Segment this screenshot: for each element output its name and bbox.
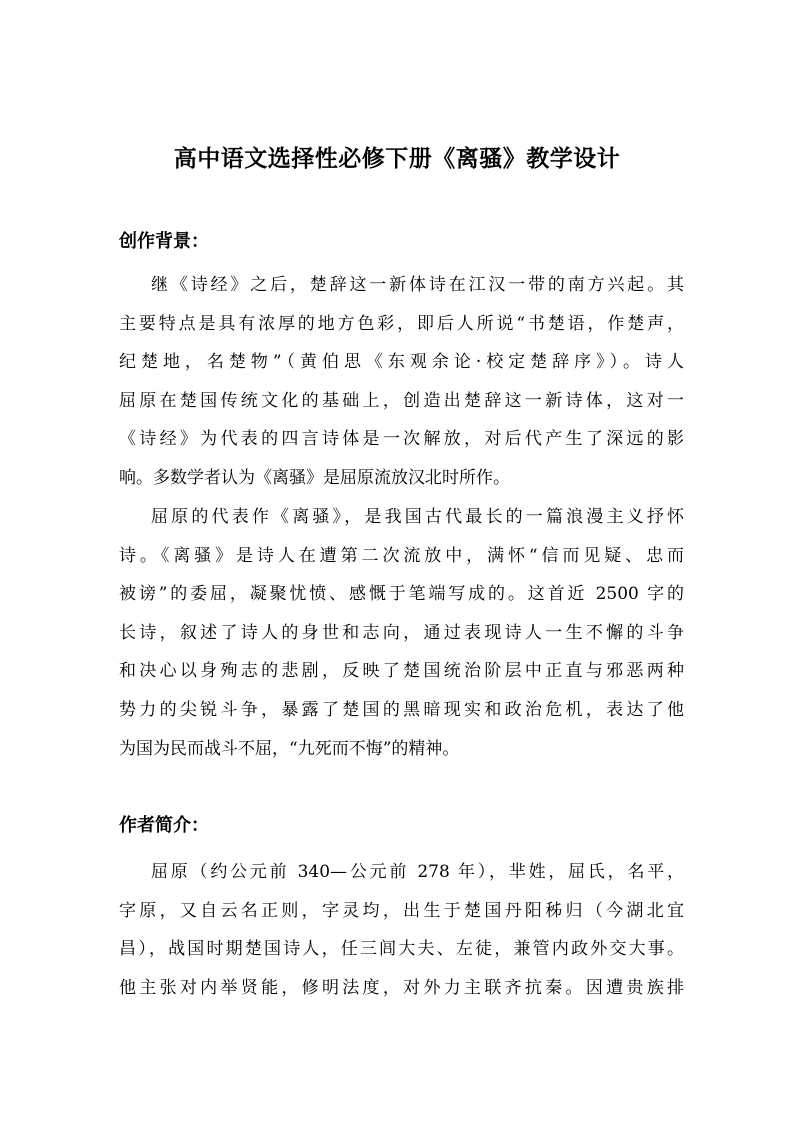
paragraph-background-2 [119, 498, 684, 768]
section-heading-author: 作者简介： [119, 815, 209, 836]
text-line: 屈原（约公元前 340—公元前 278 年），芈姓，屈氏，名平， [151, 862, 684, 882]
section-heading-background: 创作背景： [119, 231, 209, 252]
text-line: 屈原在楚国传统文化的基础上，创造出楚辞这一新诗体，这对一 [119, 390, 684, 411]
document-title: 高中语文选择性必修下册《离骚》教学设计 [173, 145, 621, 172]
text-line: 势力的尖锐斗争，暴露了楚国的黑暗现实和政治危机，表达了他 [119, 699, 684, 720]
text-line: 主要特点是具有浓厚的地方色彩，即后人所说“书楚语，作楚声， [119, 313, 684, 334]
text-line: 被谤”的委屈，凝聚忧愤、感慨于笔端写成的。这首近 2500 字的 [119, 584, 684, 605]
text-line: 屈原的代表作《离骚》，是我国古代最长的一篇浪漫主义抒怀 [151, 507, 684, 527]
text-line: 长诗，叙述了诗人的身世和志向，通过表现诗人一生不懈的斗争 [119, 622, 684, 643]
text-line: 《诗经》为代表的四言诗体是一次解放，对后代产生了深远的影 [119, 429, 684, 450]
paragraph-background-1 [119, 266, 684, 498]
paragraph-author-1 [119, 853, 684, 1007]
text-line: 他主张对内举贤能，修明法度，对外力主联齐抗秦。因遭贵族排 [119, 977, 684, 998]
text-line: 响。多数学者认为《离骚》是屈原流放汉北时所作。 [119, 467, 510, 488]
text-line: 为国为民而战斗不屈，“九死而不悔”的精神。 [119, 738, 460, 759]
text-line: 继《诗经》之后，楚辞这一新体诗在江汉一带的南方兴起。其 [151, 275, 684, 295]
text-line: 字原，又自云名正则，字灵均，出生于楚国丹阳秭归（今湖北宜 [119, 900, 684, 921]
text-line: 和决心以身殉志的悲剧，反映了楚国统治阶层中正直与邪恶两种 [119, 661, 684, 682]
text-line: 诗。《离骚》是诗人在遭第二次流放中，满怀“信而见疑、忠而 [119, 545, 684, 566]
text-line: 纪楚地，名楚物”（黄伯思《东观余论·校定楚辞序》）。诗人 [119, 352, 684, 373]
text-line: 昌），战国时期楚国诗人，任三闾大夫、左徒，兼管内政外交大事。 [119, 939, 684, 960]
